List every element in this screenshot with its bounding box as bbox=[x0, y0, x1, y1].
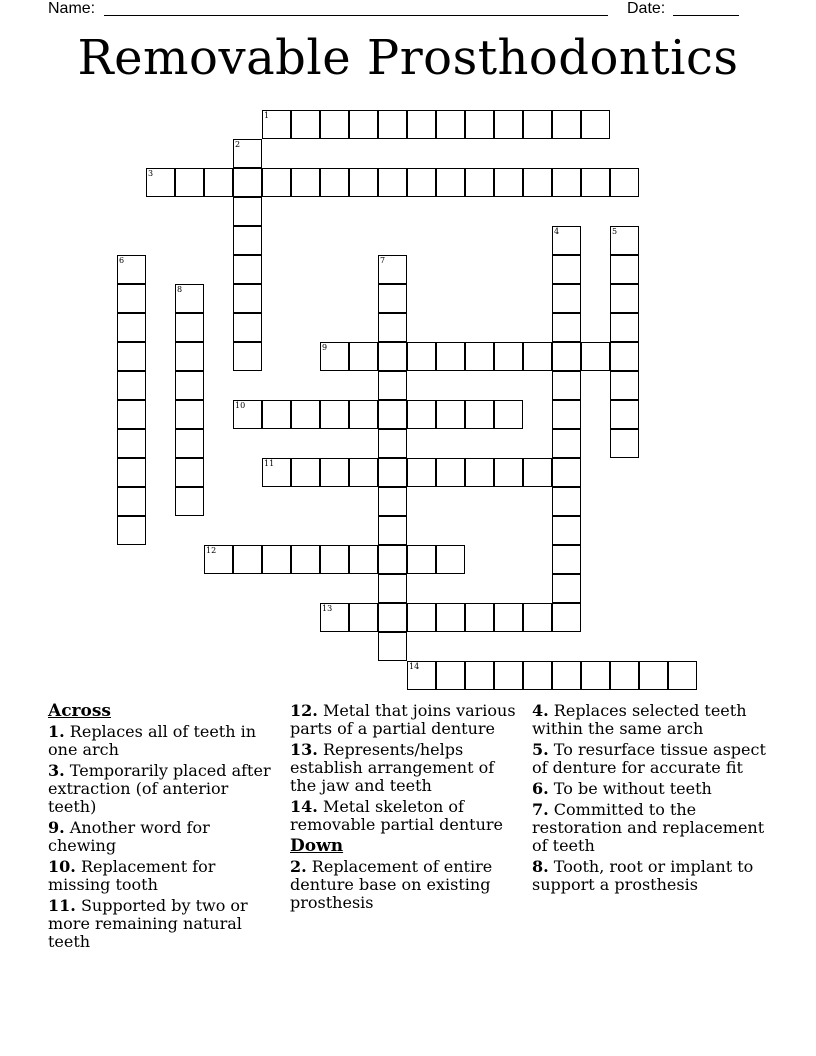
crossword-cell[interactable] bbox=[494, 342, 523, 371]
clue-number: 1 bbox=[264, 111, 270, 120]
crossword-cell[interactable] bbox=[262, 110, 291, 139]
crossword-cell[interactable] bbox=[552, 516, 581, 545]
crossword-cell[interactable] bbox=[610, 342, 639, 371]
crossword-cell[interactable] bbox=[204, 168, 233, 197]
crossword-cell[interactable] bbox=[552, 400, 581, 429]
crossword-cell[interactable] bbox=[581, 342, 610, 371]
clue-number: 14 bbox=[409, 662, 420, 671]
clue-down-6: 6. To be without teeth bbox=[532, 779, 712, 798]
crossword-cell[interactable] bbox=[320, 603, 349, 632]
crossword-cell[interactable] bbox=[523, 458, 552, 487]
crossword-cell[interactable] bbox=[436, 545, 465, 574]
clue-across-9: 9. Another word for chewing bbox=[48, 818, 210, 855]
crossword-cell[interactable] bbox=[465, 110, 494, 139]
crossword-cell[interactable] bbox=[610, 226, 639, 255]
crossword-cell[interactable] bbox=[378, 429, 407, 458]
crossword-cell[interactable] bbox=[407, 110, 436, 139]
crossword-cell[interactable] bbox=[552, 284, 581, 313]
crossword-cell[interactable] bbox=[436, 400, 465, 429]
crossword-cell[interactable] bbox=[407, 661, 436, 690]
crossword-cell[interactable] bbox=[581, 168, 610, 197]
crossword-cell[interactable] bbox=[407, 458, 436, 487]
crossword-cell[interactable] bbox=[523, 342, 552, 371]
crossword-cell[interactable] bbox=[291, 110, 320, 139]
crossword-cell[interactable] bbox=[668, 661, 697, 690]
crossword-cell[interactable] bbox=[378, 516, 407, 545]
crossword-cell[interactable] bbox=[349, 342, 378, 371]
crossword-cell[interactable] bbox=[117, 371, 146, 400]
crossword-cell[interactable] bbox=[610, 313, 639, 342]
crossword-cell[interactable] bbox=[494, 458, 523, 487]
crossword-cell[interactable] bbox=[552, 255, 581, 284]
crossword-cell[interactable] bbox=[175, 313, 204, 342]
crossword-cell[interactable] bbox=[378, 168, 407, 197]
crossword-cell[interactable] bbox=[175, 284, 204, 313]
clue-across-12: 12. Metal that joins various parts of a partial denture bbox=[290, 701, 516, 738]
clue-number: 7 bbox=[380, 256, 386, 265]
crossword-cell[interactable] bbox=[378, 603, 407, 632]
crossword-cell[interactable] bbox=[552, 342, 581, 371]
crossword-cell[interactable] bbox=[378, 255, 407, 284]
clue-across-3: 3. Temporarily placed after extraction (of anterior teeth) bbox=[48, 761, 271, 816]
crossword-cell[interactable] bbox=[117, 429, 146, 458]
crossword-cell[interactable] bbox=[494, 661, 523, 690]
crossword-cell[interactable] bbox=[436, 110, 465, 139]
crossword-cell[interactable] bbox=[465, 400, 494, 429]
crossword-cell[interactable] bbox=[117, 400, 146, 429]
crossword-cell[interactable] bbox=[175, 487, 204, 516]
crossword-cell[interactable] bbox=[233, 284, 262, 313]
clue-across-10: 10. Replacement for missing tooth bbox=[48, 857, 216, 894]
crossword-cell[interactable] bbox=[378, 284, 407, 313]
crossword-cell[interactable] bbox=[262, 400, 291, 429]
crossword-cell[interactable] bbox=[610, 284, 639, 313]
crossword-cell[interactable] bbox=[552, 574, 581, 603]
crossword-cell[interactable] bbox=[436, 342, 465, 371]
crossword-cell[interactable] bbox=[233, 168, 262, 197]
crossword-cell[interactable] bbox=[639, 661, 668, 690]
crossword-cell[interactable] bbox=[175, 429, 204, 458]
crossword-cell[interactable] bbox=[436, 458, 465, 487]
clue-number: 4 bbox=[554, 227, 560, 236]
crossword-cell[interactable] bbox=[610, 255, 639, 284]
crossword-cell[interactable] bbox=[117, 516, 146, 545]
crossword-cell[interactable] bbox=[117, 255, 146, 284]
crossword-cell[interactable] bbox=[349, 168, 378, 197]
crossword-cell[interactable] bbox=[233, 139, 262, 168]
crossword-cell[interactable] bbox=[552, 168, 581, 197]
clue-across-13: 13. Represents/helps establish arrangement of the jaw and teeth bbox=[290, 740, 495, 795]
crossword-cell[interactable] bbox=[175, 371, 204, 400]
crossword-cell[interactable] bbox=[465, 342, 494, 371]
crossword-cell[interactable] bbox=[407, 168, 436, 197]
crossword-cell[interactable] bbox=[175, 400, 204, 429]
crossword-cell[interactable] bbox=[117, 284, 146, 313]
crossword-cell[interactable] bbox=[378, 545, 407, 574]
down-heading: Down bbox=[290, 836, 344, 856]
clue-number: 11 bbox=[264, 459, 275, 468]
crossword-cell[interactable] bbox=[610, 400, 639, 429]
crossword-cell[interactable] bbox=[233, 197, 262, 226]
crossword-cell[interactable] bbox=[233, 226, 262, 255]
crossword-cell[interactable] bbox=[465, 603, 494, 632]
crossword-cell[interactable] bbox=[523, 661, 552, 690]
crossword-cell[interactable] bbox=[233, 313, 262, 342]
crossword-cell[interactable] bbox=[320, 168, 349, 197]
crossword-cell[interactable] bbox=[494, 603, 523, 632]
crossword-cell[interactable] bbox=[233, 400, 262, 429]
clue-number: 5 bbox=[612, 227, 618, 236]
crossword-cell[interactable] bbox=[378, 400, 407, 429]
crossword-cell[interactable] bbox=[320, 342, 349, 371]
clue-down-8: 8. Tooth, root or implant to support a prosthesis bbox=[532, 857, 754, 894]
clue-down-7: 7. Committed to the restoration and replacement of teeth bbox=[532, 800, 765, 855]
crossword-cell[interactable] bbox=[175, 342, 204, 371]
crossword-cell[interactable] bbox=[610, 371, 639, 400]
clue-number: 13 bbox=[322, 604, 333, 613]
crossword-cell[interactable] bbox=[610, 168, 639, 197]
crossword-cell[interactable] bbox=[262, 545, 291, 574]
crossword-cell[interactable] bbox=[175, 168, 204, 197]
across-heading: Across bbox=[48, 701, 111, 721]
crossword-cell[interactable] bbox=[146, 168, 175, 197]
crossword-cell[interactable] bbox=[291, 545, 320, 574]
crossword-cell[interactable] bbox=[523, 603, 552, 632]
crossword-cell[interactable] bbox=[320, 110, 349, 139]
crossword-cell[interactable] bbox=[378, 313, 407, 342]
crossword-cell[interactable] bbox=[552, 371, 581, 400]
crossword-cell[interactable] bbox=[523, 110, 552, 139]
clue-down-4: 4. Replaces selected teeth within the same arch bbox=[532, 701, 747, 738]
clue-number: 12 bbox=[206, 546, 217, 555]
crossword-cell[interactable] bbox=[378, 487, 407, 516]
crossword-cell[interactable] bbox=[581, 661, 610, 690]
crossword-cell[interactable] bbox=[465, 661, 494, 690]
crossword-cell[interactable] bbox=[117, 313, 146, 342]
crossword-cell[interactable] bbox=[552, 487, 581, 516]
name-label: Name: bbox=[48, 0, 96, 17]
clue-number: 6 bbox=[119, 256, 125, 265]
crossword-cell[interactable] bbox=[378, 458, 407, 487]
crossword-cell[interactable] bbox=[407, 545, 436, 574]
crossword-cell[interactable] bbox=[262, 458, 291, 487]
crossword-cell[interactable] bbox=[523, 168, 552, 197]
clue-number: 2 bbox=[235, 140, 241, 149]
crossword-cell[interactable] bbox=[610, 429, 639, 458]
clue-down-2: 2. Replacement of entire denture base on existing prosthesis bbox=[290, 857, 493, 912]
crossword-cell[interactable] bbox=[552, 429, 581, 458]
crossword-cell[interactable] bbox=[320, 458, 349, 487]
crossword-cell[interactable] bbox=[320, 400, 349, 429]
crossword-cell[interactable] bbox=[349, 458, 378, 487]
crossword-cell[interactable] bbox=[436, 603, 465, 632]
crossword-cell[interactable] bbox=[407, 400, 436, 429]
crossword-cell[interactable] bbox=[233, 342, 262, 371]
crossword-cell[interactable] bbox=[552, 226, 581, 255]
crossword-cell[interactable] bbox=[407, 342, 436, 371]
crossword-cell[interactable] bbox=[581, 110, 610, 139]
crossword-cell[interactable] bbox=[436, 661, 465, 690]
clue-number: 3 bbox=[148, 169, 154, 178]
crossword-cell[interactable] bbox=[233, 255, 262, 284]
crossword-cell[interactable] bbox=[117, 487, 146, 516]
clue-number: 9 bbox=[322, 343, 328, 352]
date-label: Date: bbox=[627, 0, 666, 17]
crossword-cell[interactable] bbox=[320, 545, 349, 574]
clue-down-5: 5. To resurface tissue aspect of denture for accurate fit bbox=[532, 740, 766, 777]
crossword-cell[interactable] bbox=[349, 603, 378, 632]
crossword-cell[interactable] bbox=[117, 342, 146, 371]
clue-number: 10 bbox=[235, 401, 246, 410]
crossword-cell[interactable] bbox=[378, 342, 407, 371]
crossword-cell[interactable] bbox=[117, 458, 146, 487]
crossword-cell[interactable] bbox=[552, 545, 581, 574]
crossword-cell[interactable] bbox=[436, 168, 465, 197]
crossword-cell[interactable] bbox=[494, 110, 523, 139]
crossword-cell[interactable] bbox=[378, 371, 407, 400]
crossword-cell[interactable] bbox=[378, 110, 407, 139]
crossword-cell[interactable] bbox=[378, 574, 407, 603]
clue-number: 8 bbox=[177, 285, 183, 294]
crossword-cell[interactable] bbox=[233, 545, 262, 574]
page-title: Removable Prosthodontics bbox=[77, 30, 739, 86]
crossword-cell[interactable] bbox=[291, 458, 320, 487]
crossword-cell[interactable] bbox=[175, 458, 204, 487]
clues-column-2 bbox=[290, 702, 522, 915]
crossword-cell[interactable] bbox=[349, 110, 378, 139]
crossword-cell[interactable] bbox=[494, 400, 523, 429]
crossword-cell[interactable] bbox=[494, 168, 523, 197]
clues-column-1 bbox=[48, 702, 280, 954]
clue-across-11: 11. Supported by two or more remaining natural teeth bbox=[48, 896, 248, 951]
crossword-cell[interactable] bbox=[349, 545, 378, 574]
crossword-cell[interactable] bbox=[552, 661, 581, 690]
crossword-cell[interactable] bbox=[378, 632, 407, 661]
crossword-cell[interactable] bbox=[552, 603, 581, 632]
crossword-cell[interactable] bbox=[349, 400, 378, 429]
crossword-cell[interactable] bbox=[262, 168, 291, 197]
crossword-cell[interactable] bbox=[465, 458, 494, 487]
crossword-cell[interactable] bbox=[204, 545, 233, 574]
crossword-cell[interactable] bbox=[552, 110, 581, 139]
clue-across-14: 14. Metal skeleton of removable partial denture bbox=[290, 797, 503, 834]
crossword-cell[interactable] bbox=[465, 168, 494, 197]
crossword-cell[interactable] bbox=[291, 400, 320, 429]
clue-across-1: 1. Replaces all of teeth in one arch bbox=[48, 722, 257, 759]
crossword-cell[interactable] bbox=[552, 458, 581, 487]
crossword-cell[interactable] bbox=[407, 603, 436, 632]
crossword-cell[interactable] bbox=[610, 661, 639, 690]
clues-column-3 bbox=[532, 702, 772, 897]
crossword-cell[interactable] bbox=[552, 313, 581, 342]
crossword-cell[interactable] bbox=[291, 168, 320, 197]
